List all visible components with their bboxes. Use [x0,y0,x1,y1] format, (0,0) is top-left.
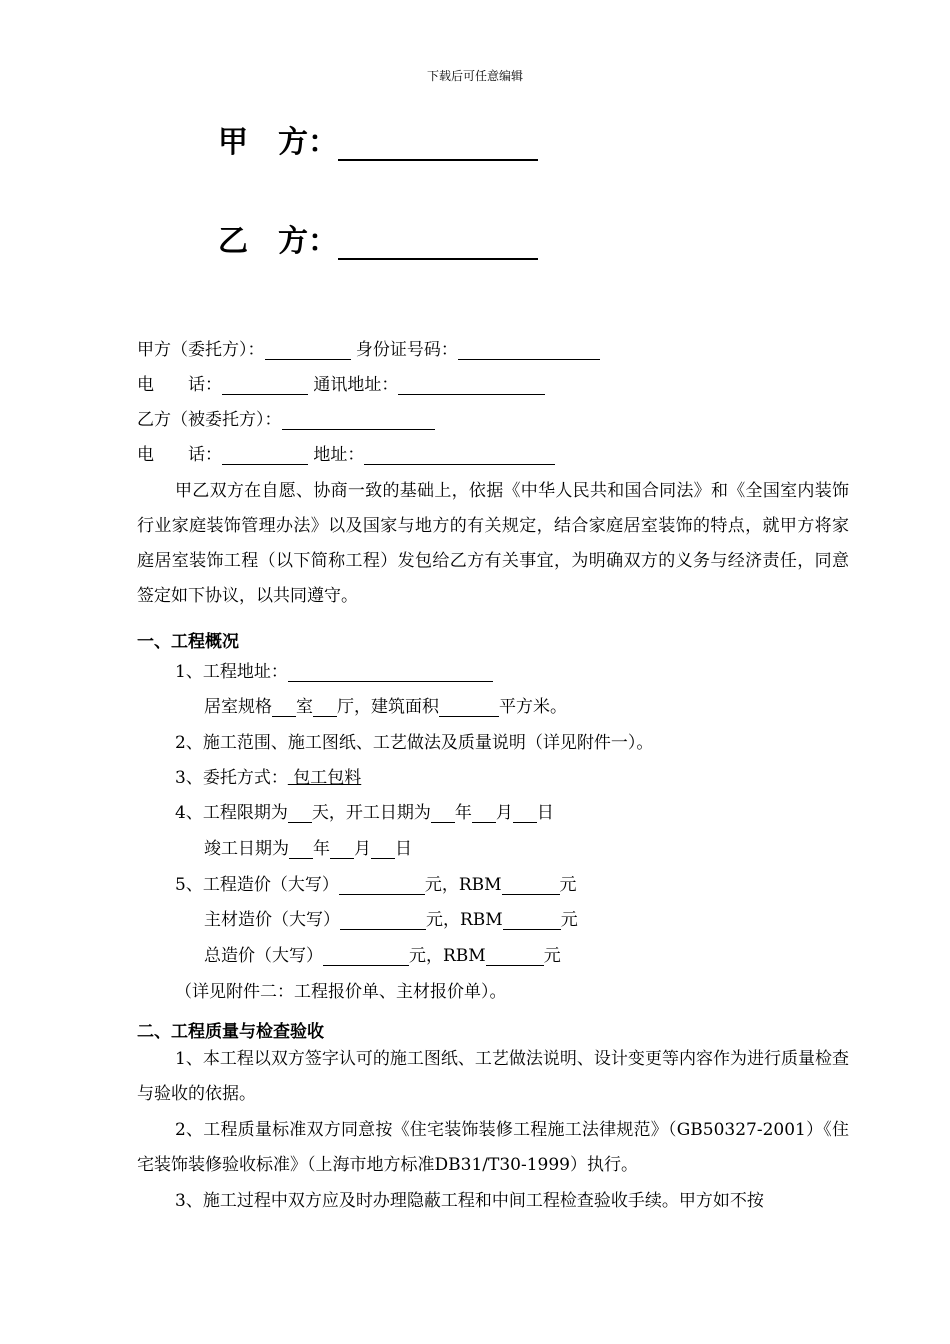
address-label: 地址： [313,445,365,465]
days-blank[interactable] [288,805,312,823]
year-unit: 年 [313,839,330,859]
cover-party-a [218,117,538,161]
area-label: 厅，建筑面积 [337,697,439,717]
month-unit: 月 [354,839,371,859]
phone-label-b: 电 话： [137,445,222,465]
item3-method [175,768,361,788]
day-unit: 日 [536,803,554,823]
section2-title: 二、工程质量与检查验收 [137,1022,324,1042]
main-material-rbm-label: 元，RBM [426,910,503,930]
info-row-party-b [137,410,435,430]
completion-label: 竣工日期为 [204,839,289,859]
cost-words-blank[interactable] [339,877,425,895]
phone-a-blank[interactable] [222,377,308,395]
end-year-blank[interactable] [289,841,313,859]
section2-paragraph-3: 3、施工过程中双方应及时办理隐蔽工程和中间工程检查验收手续。甲方如不按 [175,1191,764,1211]
start-date-label: 天，开工日期为 [311,803,431,823]
item1-address [175,662,493,682]
item3-value: 包工包料 [287,768,362,788]
cover-party-b [218,216,538,260]
section2-paragraph-2: 2、工程质量标准双方同意按《住宅装饰装修工程施工法律规范》（GB50327-2001）《住宅装饰装修验收标准》（上海市地方标准DB31/T30-1999）执行。 [137,1120,849,1175]
month-unit: 月 [495,803,513,823]
cost-rbm-blank[interactable] [502,877,560,895]
room-spec-label: 居室规格 [204,697,272,717]
yuan-unit: 元 [559,875,577,895]
mail-address-blank[interactable] [398,377,545,395]
item3-label: 3、委托方式： [175,768,288,788]
start-month-blank[interactable] [472,805,496,823]
item1-room-spec [204,697,567,717]
item2-scope: 2、施工范围、施工图纸、工艺做法及质量说明（详见附件一）。 [175,733,654,753]
cover-party-b-blank[interactable] [338,228,538,260]
id-label: 身份证号码： [355,340,458,360]
party-b-label: 乙方（被委托方）： [137,410,282,430]
total-rbm-blank[interactable] [486,948,544,966]
total-cost-label: 总造价（大写） [204,946,323,966]
yuan-unit: 元 [543,946,561,966]
cost-label: 5、工程造价（大写） [175,875,339,895]
phone-b-blank[interactable] [222,447,308,465]
item5-main-material-cost [204,910,578,930]
id-number-blank[interactable] [458,342,600,360]
item4-period [175,803,554,823]
cover-party-a-blank[interactable] [338,129,538,161]
party-a-name-blank[interactable] [265,342,351,360]
main-material-label: 主材造价（大写） [204,910,340,930]
cover-party-a-label: 甲 方： [218,125,338,160]
start-year-blank[interactable] [431,805,455,823]
phone-label-a: 电 话： [137,375,222,395]
party-a-label: 甲方（委托方）： [137,340,265,360]
room-count-blank[interactable] [272,699,296,717]
end-day-blank[interactable] [371,841,395,859]
total-rbm-label: 元，RBM [409,946,486,966]
project-address-blank[interactable] [288,664,493,682]
main-material-rbm-blank[interactable] [503,912,561,930]
info-row-party-a [137,340,600,360]
total-words-blank[interactable] [323,948,409,966]
year-unit: 年 [454,803,472,823]
start-day-blank[interactable] [513,805,537,823]
area-unit: 平方米。 [499,697,567,717]
cover-party-b-label: 乙 方： [218,224,338,259]
hall-count-blank[interactable] [313,699,337,717]
yuan-unit: 元 [560,910,578,930]
intro-paragraph: 甲乙双方在自愿、协商一致的基础上，依据《中华人民共和国合同法》和《全国室内装饰行业家庭装饰管理办法》以及国家与地方的有关规定，结合家庭居室装饰的特点，就甲方将家庭居室装饰工程（以下简称工程）发包给乙方有关事宜，为明确双方的义务与经济责任，同意签定如下协议，以共同遵守。 [137,481,849,606]
end-month-blank[interactable] [330,841,354,859]
mail-address-label: 通讯地址： [313,375,399,395]
cost-rbm-label: 元，RBM [424,875,502,895]
section1-title: 一、工程概况 [137,632,239,652]
page-header-note: 下载后可任意编辑 [426,69,523,83]
item5-cost [175,875,577,895]
item5-total-cost [204,946,561,966]
section1-note: （详见附件二：工程报价单、主材报价单）。 [175,982,507,1002]
item1-label: 1、工程地址： [175,662,288,682]
room-unit: 室 [296,697,313,717]
info-row-phone-a [137,375,545,395]
main-material-words-blank[interactable] [340,912,426,930]
address-blank[interactable] [364,447,555,465]
section2-paragraph-1: 1、本工程以双方签字认可的施工图纸、工艺做法说明、设计变更等内容作为进行质量检查与验收的依据。 [137,1049,849,1104]
item4-completion [204,839,412,859]
day-unit: 日 [395,839,412,859]
info-row-phone-b [137,445,555,465]
area-blank[interactable] [439,699,499,717]
party-b-name-blank[interactable] [282,412,435,430]
period-label: 4、工程限期为 [175,803,288,823]
